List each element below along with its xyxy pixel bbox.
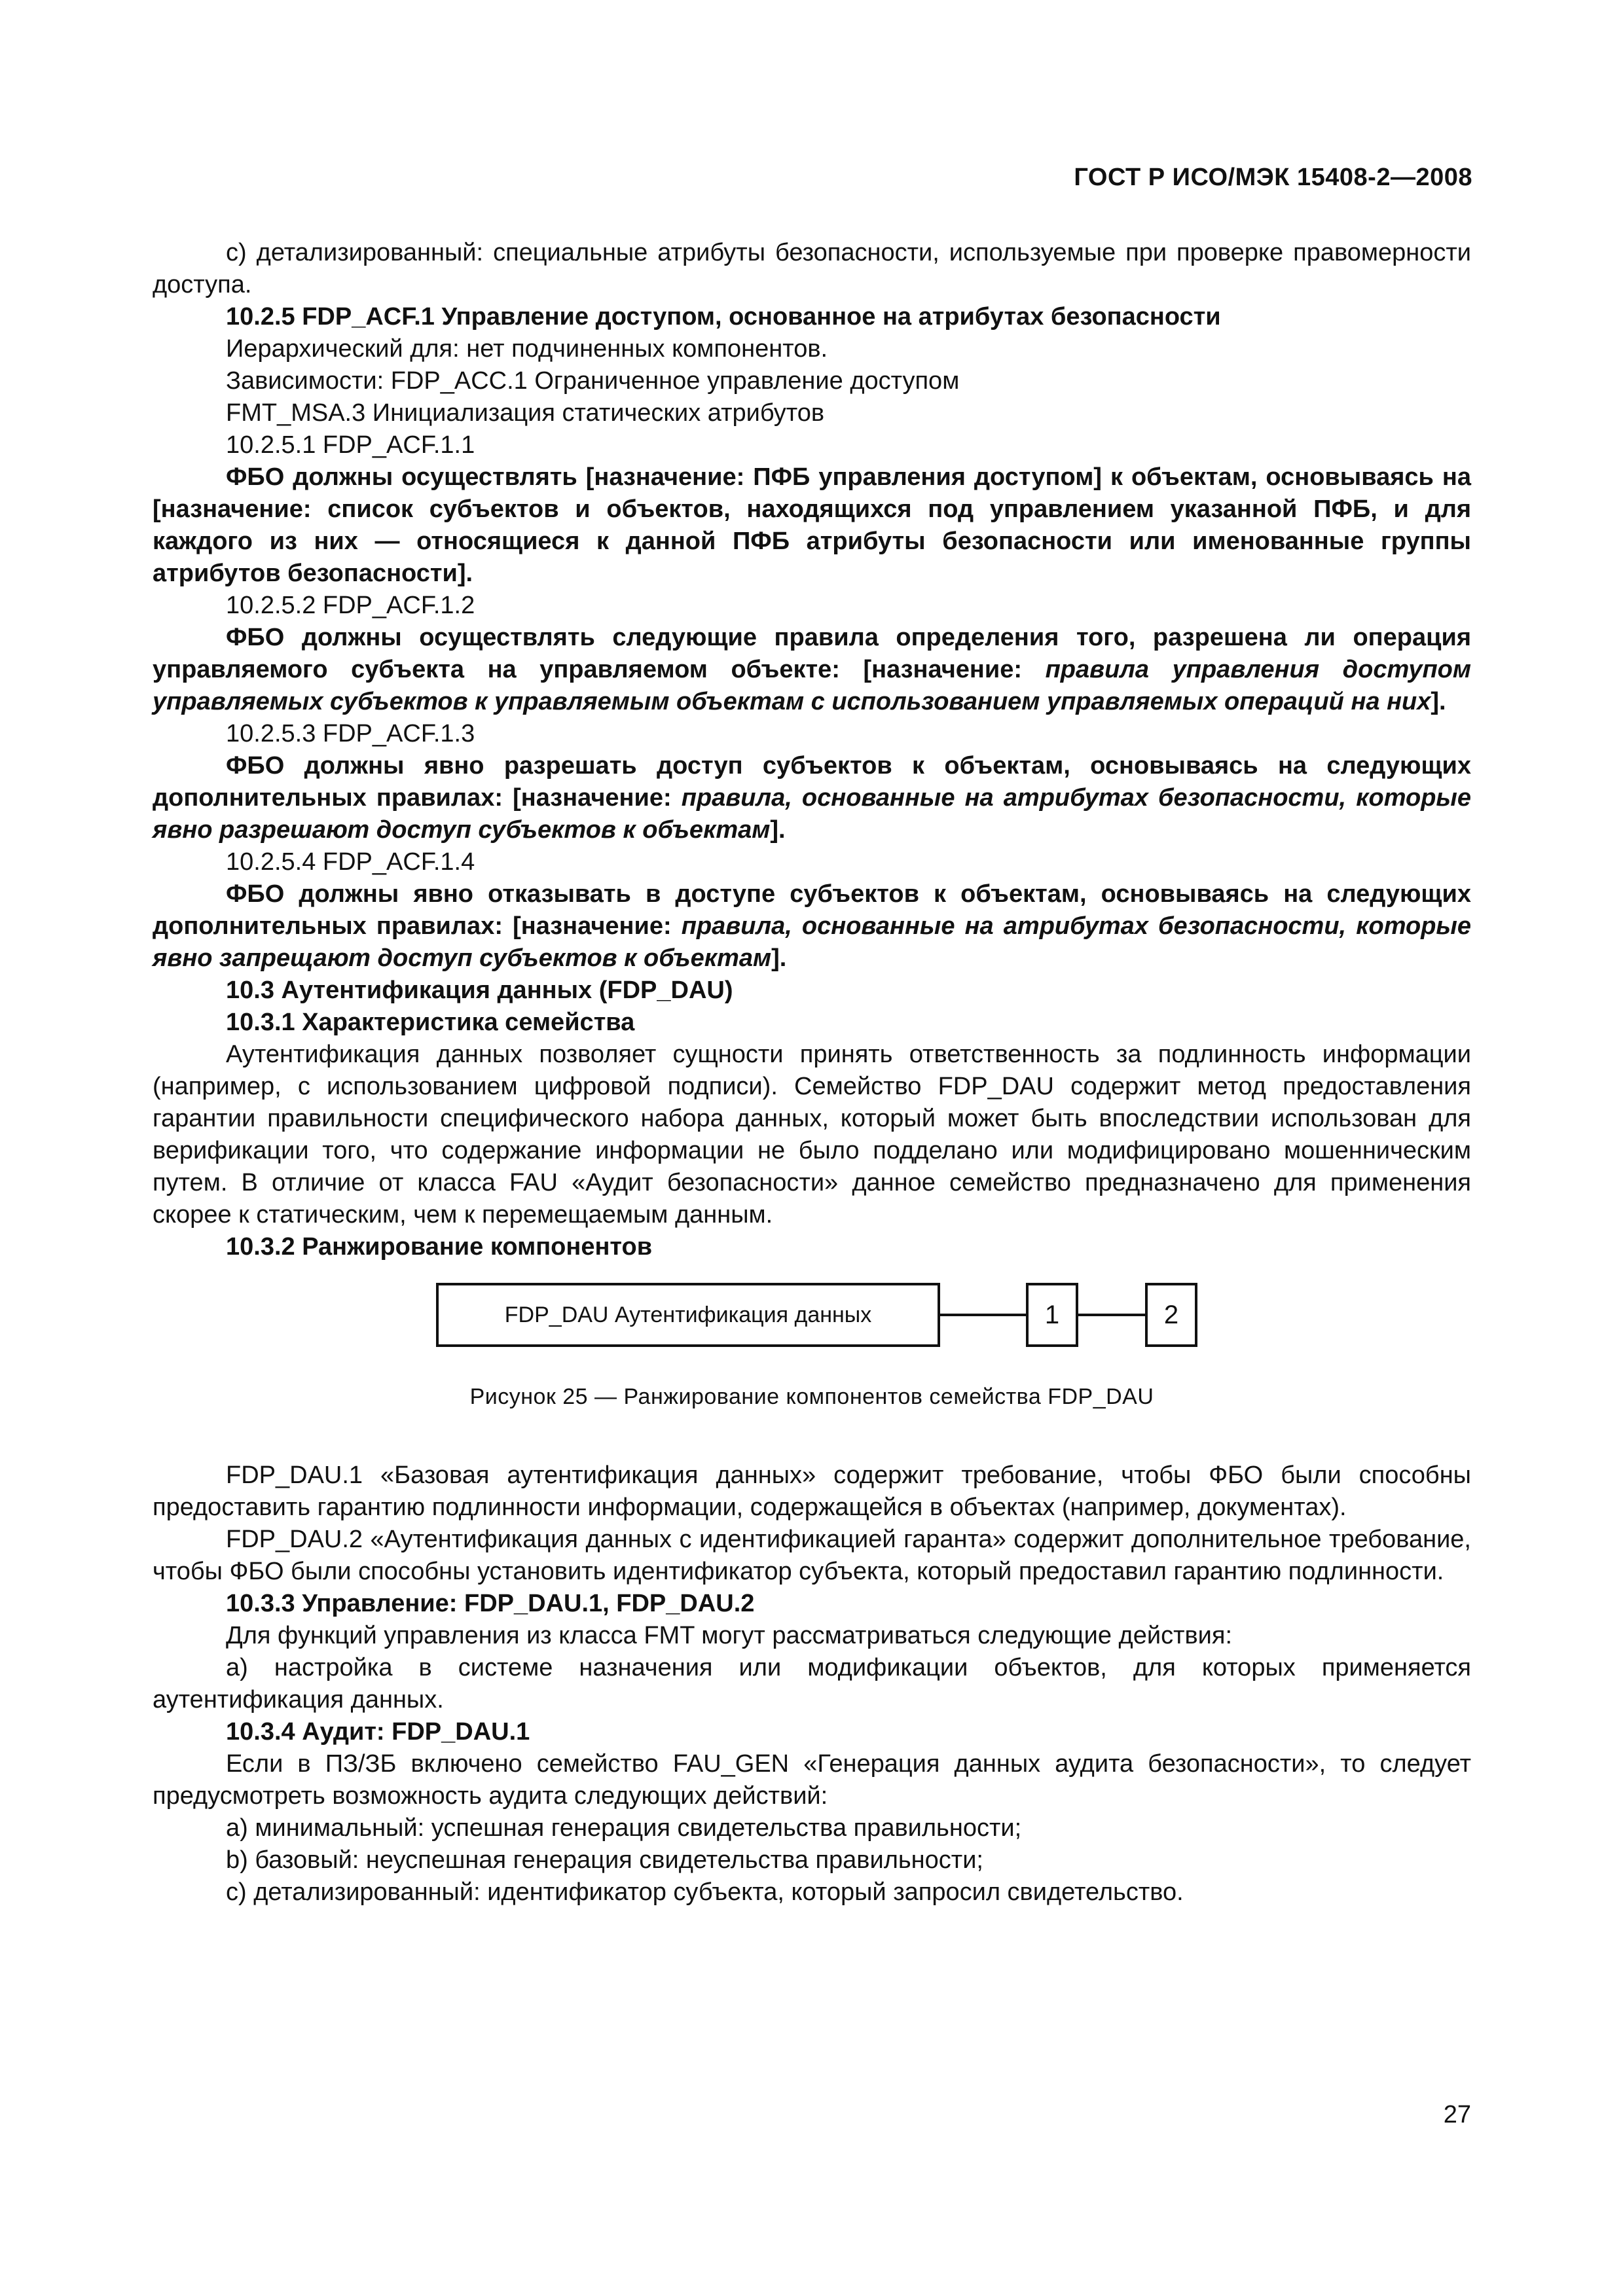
connector-line [1078,1314,1145,1316]
paragraph: Иерархический для: нет подчиненных компонентов. [226,335,828,363]
figure-caption: Рисунок 25 — Ранжирование компонентов семейства FDP_DAU [469,1384,1154,1409]
paragraph: 10.2.5.4 FDP_ACF.1.4 [226,848,475,876]
requirement-text [153,750,1471,846]
connector-line [940,1314,1026,1316]
family-box: FDP_DAU Аутентификация данных [436,1283,940,1347]
document-body [153,237,1471,1909]
requirement-text-italic: правила, основанные на атрибутах безопасности, которые явно запрещают доступ субъектов к объектам [153,912,1471,972]
requirement-text: ФБО должны осуществлять [назначение: ПФБ управления доступом] к объектам, основываясь на [назначение: список субъектов и объектов, находящихся под управлением указанной ПФБ, и для каждого из них — относящиеся к данной ПФБ атрибуты безопасности или именованные группы атрибутов безопасности]. [153,463,1471,587]
paragraph: 10.2.5.1 FDP_ACF.1.1 [226,431,475,459]
document-header: ГОСТ Р ИСО/МЭК 15408-2—2008 [1074,164,1472,191]
section-heading: 10.3.3 Управление: FDP_DAU.1, FDP_DAU.2 [226,1590,755,1617]
list-item: a) настройка в системе назначения или модификации объектов, для которых применяется аутентификация данных. [153,1654,1471,1713]
requirement-text-italic: правила, основанные на атрибутах безопасности, которые явно разрешают доступ субъектов к объектам [153,784,1471,844]
component-box-2: 2 [1145,1283,1197,1347]
paragraph: FMT_MSA.3 Инициализация статических атрибутов [226,399,825,427]
section-heading: 10.3.2 Ранжирование компонентов [226,1233,653,1261]
paragraph: Зависимости: FDP_ACC.1 Ограниченное управление доступом [226,367,960,395]
paragraph: Аутентификация данных позволяет сущности принять ответственность за подлинность информации (например, с использованием цифровой подписи). Семейство FDP_DAU содержит метод предоставления гарантии правильности специфического набора данных, который может быть впоследствии использован для верификации того, что содержание информации не было подделано или модифицировано мошенническим путем. В отличие от класса FAU «Аудит безопасности» данное семейство предназначено для применения скорее к статическим, чем к перемещаемым данным. [153,1041,1471,1229]
requirement-text-end: ]. [1431,688,1446,715]
requirement-text-end: ]. [770,816,786,844]
requirement-text-italic: правила управления доступом управляемых субъектов к управляемым объектам с использованием управляемых операций на них [153,656,1471,715]
section-heading: 10.3.1 Характеристика семейства [226,1009,635,1036]
requirement-text-part: ФБО должны явно разрешать доступ субъектов к объектам, основываясь на следующих дополнительных правилах: [назначение: [153,752,1471,812]
component-levelling-figure [153,1283,1471,1420]
section-heading: 10.2.5 FDP_ACF.1 Управление доступом, основанное на атрибутах безопасности [226,303,1221,331]
paragraph: FDP_DAU.1 «Базовая аутентификация данных» содержит требование, чтобы ФБО были способны предоставить гарантию подлинности информации, содержащейся в объектах (например, документах). [153,1462,1471,1521]
requirement-text [153,622,1471,718]
component-box-1: 1 [1026,1283,1078,1347]
requirement-text [153,878,1471,975]
requirement-text-end: ]. [771,944,787,972]
list-item: b) базовый: неуспешная генерация свидетельства правильности; [226,1846,983,1874]
paragraph: 10.2.5.3 FDP_ACF.1.3 [226,720,475,747]
paragraph: Для функций управления из класса FMT могут рассматриваться следующие действия: [226,1622,1233,1649]
section-heading: 10.3.4 Аудит: FDP_DAU.1 [226,1718,530,1746]
list-item: a) минимальный: успешная генерация свидетельства правильности; [226,1814,1022,1842]
requirement-text-part: ФБО должны явно отказывать в доступе субъектов к объектам, основываясь на следующих дополнительных правилах: [назначение: [153,880,1471,940]
section-heading: 10.3 Аутентификация данных (FDP_DAU) [226,977,733,1004]
list-item: c) детализированный: идентификатор субъекта, который запросил свидетельство. [226,1878,1184,1906]
requirement-text-part: ФБО должны осуществлять следующие правила определения того, разрешена ли операция управляемого субъекта на управляемом объекте: [назначение: [153,624,1471,683]
paragraph: FDP_DAU.2 «Аутентификация данных с идентификацией гаранта» содержит дополнительное требование, чтобы ФБО были способны установить идентификатор субъекта, который предоставил гарантию подлинности. [153,1526,1471,1585]
paragraph: Если в ПЗ/ЗБ включено семейство FAU_GEN «Генерация данных аудита безопасности», то следует предусмотреть возможность аудита следующих действий: [153,1750,1471,1810]
page-number: 27 [1443,2101,1471,2128]
paragraph: c) детализированный: специальные атрибуты безопасности, используемые при проверке правомерности доступа. [153,239,1471,298]
paragraph: 10.2.5.2 FDP_ACF.1.2 [226,592,475,619]
